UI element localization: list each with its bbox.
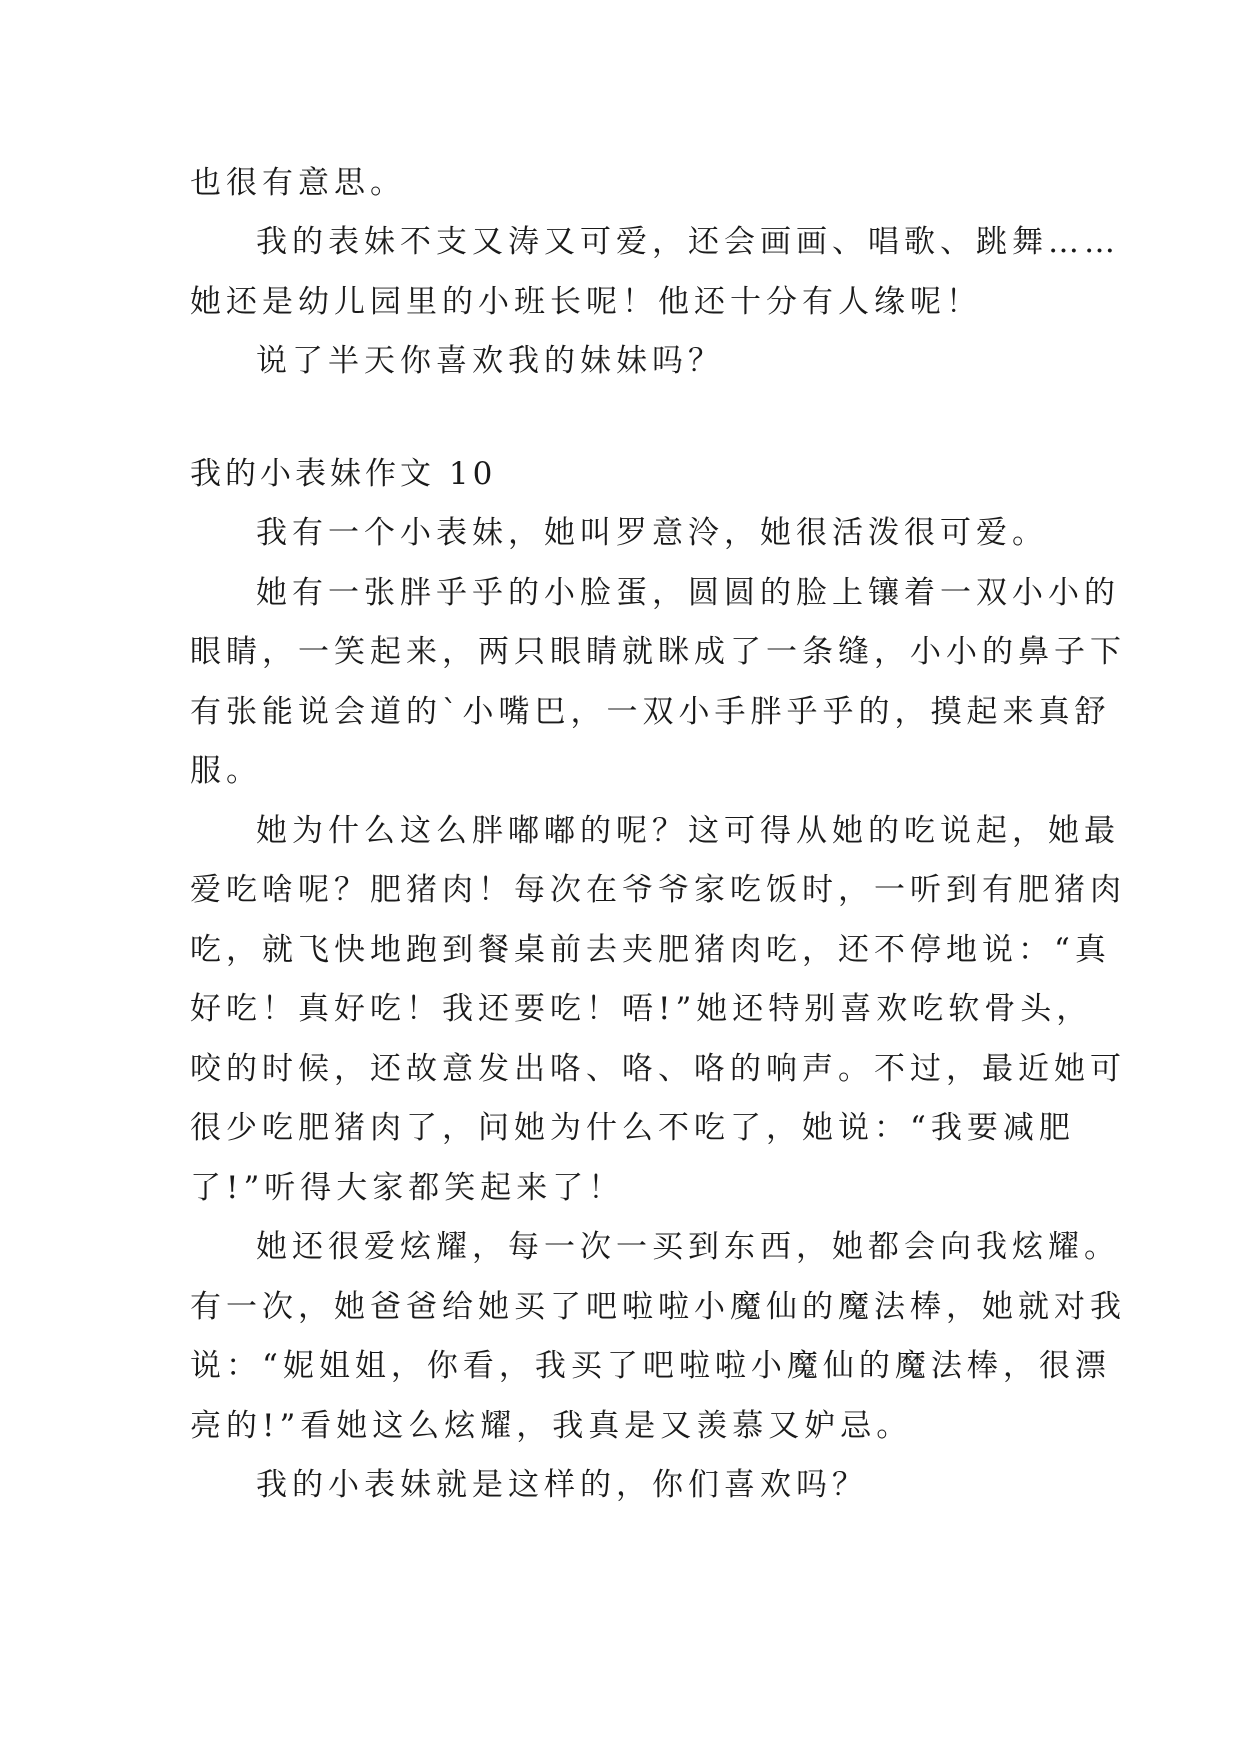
paragraph-line: 吃，就飞快地跑到餐桌前去夹肥猪肉吃，还不停地说：“真 xyxy=(190,932,1111,968)
paragraph-line: 很少吃肥猪肉了，问她为什么不吃了，她说：“我要减肥 xyxy=(190,1110,1075,1146)
paragraph-line: 咬的时候，还故意发出咯、咯、咯的响声。不过，最近她可 xyxy=(190,1051,1126,1087)
paragraph-line: 她为什么这么胖嘟嘟的呢？这可得从她的吃说起，她最 xyxy=(256,813,1120,849)
paragraph-line: 好吃！真好吃！我还要吃！唔!”她还特别喜欢吃软骨头， xyxy=(190,991,1093,1027)
paragraph-line: 说了半天你喜欢我的妹妹吗？ xyxy=(256,343,724,379)
paragraph-line: 她还很爱炫耀，每一次一买到东西，她都会向我炫耀。 xyxy=(256,1229,1120,1265)
paragraph-line: 也很有意思。 xyxy=(190,165,406,201)
paragraph-line: 我的表妹不支又涛又可爱，还会画画、唱歌、跳舞…… xyxy=(256,224,1120,260)
paragraph-line: 有张能说会道的`小嘴巴，一双小手胖乎乎的，摸起来真舒 xyxy=(190,694,1111,730)
paragraph-line: 服。 xyxy=(190,753,262,789)
paragraph-line: 我的小表妹就是这样的，你们喜欢吗？ xyxy=(256,1467,868,1503)
section-title: 我的小表妹作文 10 xyxy=(190,456,497,492)
paragraph-line: 亮的!”看她这么炫耀，我真是又羡慕又妒忌。 xyxy=(190,1408,913,1444)
paragraph-line: 眼睛，一笑起来，两只眼睛就眯成了一条缝，小小的鼻子下 xyxy=(190,634,1126,670)
paragraph-line: 爱吃啥呢？肥猪肉！每次在爷爷家吃饭时，一听到有肥猪肉 xyxy=(190,872,1126,908)
paragraph-line: 说：“妮姐姐，你看，我买了吧啦啦小魔仙的魔法棒，很漂 xyxy=(190,1348,1111,1384)
paragraph-line: 她有一张胖乎乎的小脸蛋，圆圆的脸上镶着一双小小的 xyxy=(256,575,1120,611)
paragraph-line: 她还是幼儿园里的小班长呢！他还十分有人缘呢！ xyxy=(190,284,982,320)
paragraph-line: 了!”听得大家都笑起来了！ xyxy=(190,1170,625,1206)
paragraph-line: 有一次，她爸爸给她买了吧啦啦小魔仙的魔法棒，她就对我 xyxy=(190,1289,1126,1325)
paragraph-line: 我有一个小表妹，她叫罗意泠，她很活泼很可爱。 xyxy=(256,515,1048,551)
